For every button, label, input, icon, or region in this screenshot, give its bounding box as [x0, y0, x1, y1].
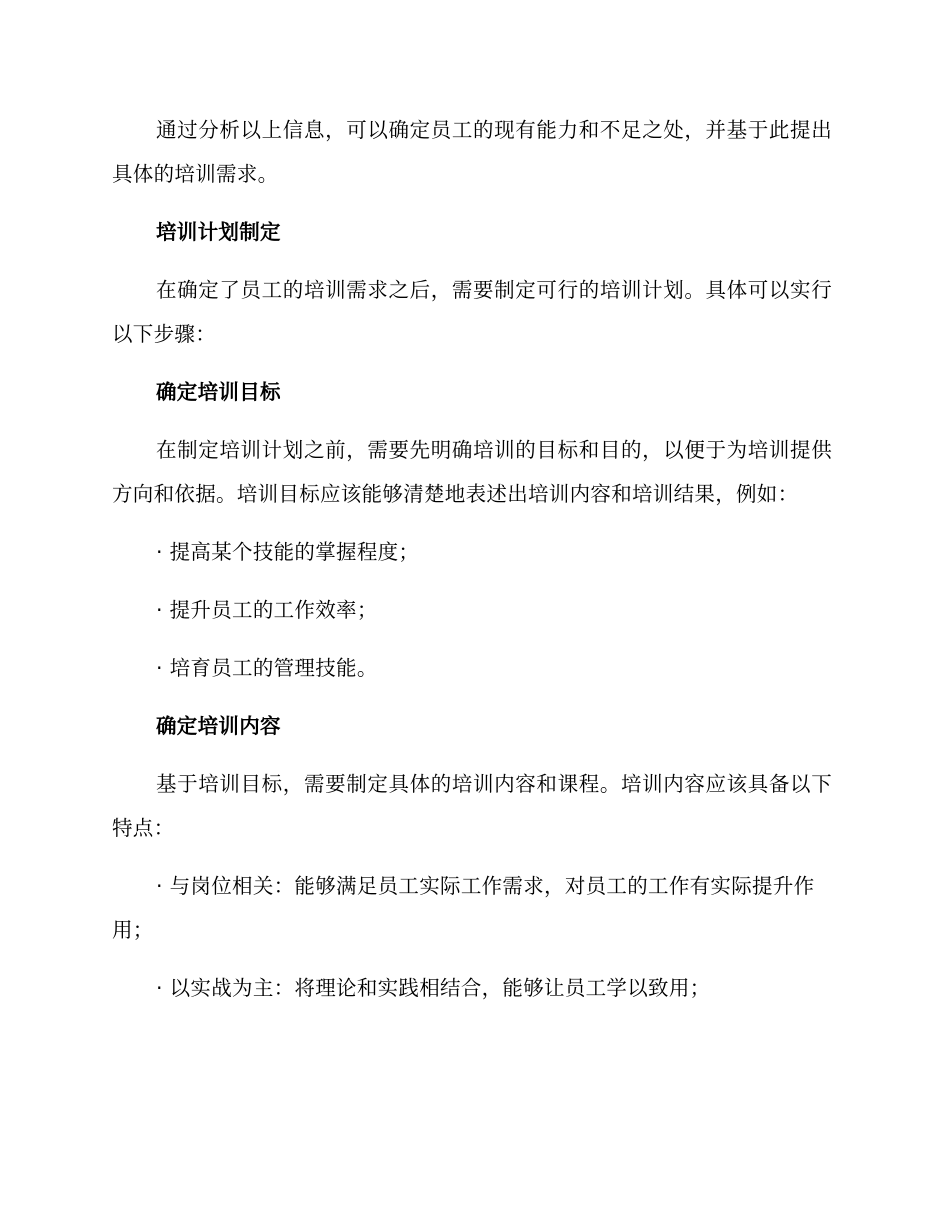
spacer [112, 952, 832, 966]
spacer [112, 632, 832, 646]
list-item-goal: · 提升员工的工作效率； [156, 598, 378, 622]
heading-training-content: 确定培训内容 [156, 714, 281, 738]
spacer [112, 516, 832, 530]
spacer [112, 414, 832, 428]
paragraph-content-intro: 基于培训目标，需要制定具体的培训内容和课程。培训内容应该具备以下特点： [112, 772, 832, 840]
list-item-goal: · 培育员工的管理技能。 [156, 656, 378, 680]
paragraph-training-needs: 通过分析以上信息，可以确定员工的现有能力和不足之处，并基于此提出具体的培训需求。 [112, 118, 832, 186]
heading-training-plan: 培训计划制定 [156, 220, 281, 244]
spacer [112, 748, 832, 762]
list-item-feature: · 以实战为主：将理论和实践相结合，能够让员工学以致用； [156, 976, 711, 1000]
spacer [112, 196, 832, 210]
spacer [112, 254, 832, 268]
list-item-goal: · 提高某个技能的掌握程度； [156, 540, 420, 564]
spacer [112, 690, 832, 704]
spacer [112, 356, 832, 370]
document-page [112, 108, 832, 1010]
spacer [112, 850, 832, 864]
paragraph-plan-steps: 在确定了员工的培训需求之后，需要制定可行的培训计划。具体可以实行以下步骤： [112, 278, 832, 346]
heading-training-goals: 确定培训目标 [156, 380, 281, 404]
list-item-feature: · 与岗位相关：能够满足员工实际工作需求，对员工的工作有实际提升作用； [112, 874, 815, 942]
paragraph-goals-intro: 在制定培训计划之前，需要先明确培训的目标和目的，以便于为培训提供方向和依据。培训目标应该能够清楚地表述出培训内容和培训结果，例如： [112, 438, 832, 506]
spacer [112, 574, 832, 588]
